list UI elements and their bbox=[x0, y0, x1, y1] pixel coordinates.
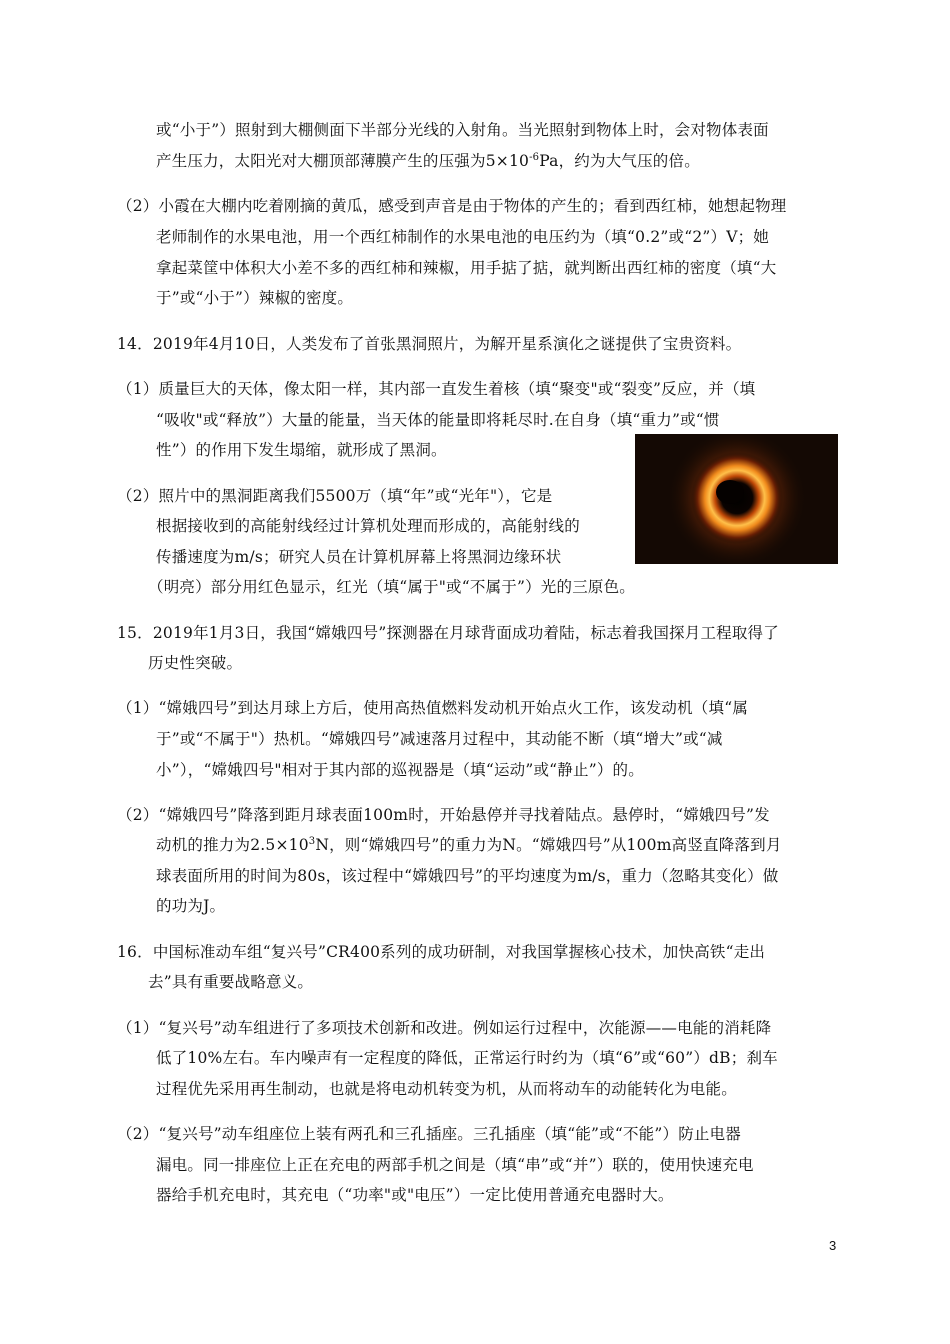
text-line: 性”）的作用下发生塌缩，就形成了黑洞。 bbox=[156, 441, 447, 459]
question-heading: 16．中国标准动车组“复兴号”CR400系列的成功研制，对我国掌握核心技术，加快高铁“走出 bbox=[117, 943, 766, 961]
superscript: -6 bbox=[529, 152, 540, 163]
page-number: 3 bbox=[829, 1238, 837, 1253]
text-line: 小”），“嫦娥四号"相对于其内部的巡视器是（填“运动”或“静止”）的。 bbox=[156, 761, 644, 779]
text-line: 或“小于”）照射到大棚侧面下半部分光线的入射角。当光照射到物体上时，会对物体表面 bbox=[156, 121, 769, 139]
text-line: 历史性突破。 bbox=[148, 654, 243, 672]
question-heading: 14．2019年4月10日，人类发布了首张黑洞照片，为解开星系演化之谜提供了宝贵资料。 bbox=[117, 335, 742, 353]
text-line: 过程优先采用再生制动，也就是将电动机转变为机，从而将动车的动能转化为电能。 bbox=[156, 1080, 737, 1098]
text-line: 漏电。同一排座位上正在充电的两部手机之间是（填“串”或“并”）联的，使用快速充电 bbox=[156, 1156, 754, 1174]
text-line: 器给手机充电时，其充电（“功率"或"电压”）一定比使用普通充电器时大。 bbox=[156, 1186, 674, 1204]
text-line: 传播速度为m/s；研究人员在计算机屏幕上将黑洞边缘环状 bbox=[156, 548, 562, 566]
text-line: 拿起菜筐中体积大小差不多的西红柿和辣椒，用手掂了掂，就判断出西红柿的密度（填“大 bbox=[156, 259, 777, 277]
text-line: （1）“嫦娥四号”到达月球上方后，使用高热值燃料发动机开始点火工作，该发动机（填“属 bbox=[117, 699, 749, 717]
black-hole-ring-graphic bbox=[635, 434, 838, 564]
text-line: 的功为J。 bbox=[156, 897, 226, 915]
text-line: （1）“复兴号”动车组进行了多项技术创新和改进。例如运行过程中，次能源——电能的消耗降 bbox=[117, 1019, 772, 1037]
text-line: （明亮）部分用红色显示，红光（填“属于"或“不属于”）光的三原色。 bbox=[148, 578, 636, 596]
text-line: 低了10%左右。车内噪声有一定程度的降低，正常运行时约为（填“6”或“60”）dB；刹车 bbox=[156, 1049, 778, 1067]
text-line: 球表面所用的时间为80s，该过程中“嫦娥四号”的平均速度为m/s，重力（忽略其变化）做 bbox=[156, 867, 779, 885]
text-line: （1）质量巨大的天体，像太阳一样，其内部一直发生着核（填“聚变"或“裂变”反应，并（填 bbox=[117, 380, 756, 398]
text-line: （2）照片中的黑洞距离我们5500万（填“年”或“光年"），它是 bbox=[117, 487, 553, 505]
text-line: 老师制作的水果电池，用一个西红柿制作的水果电池的电压约为（填“0.2”或“2”）V；她 bbox=[156, 228, 770, 246]
text-line: “吸收"或“释放”）大量的能量，当天体的能量即将耗尽时.在自身（填“重力”或“惯 bbox=[156, 411, 720, 429]
text-line: 去”具有重要战略意义。 bbox=[148, 973, 314, 991]
text-line: （2）“嫦娥四号”降落到距月球表面100m时，开始悬停并寻找着陆点。悬停时，“嫦娥四号”发 bbox=[117, 806, 770, 824]
text-line: 根据接收到的高能射线经过计算机处理而形成的，高能射线的 bbox=[156, 517, 580, 535]
text-line: 产生压力，太阳光对大棚顶部薄膜产生的压强为$5\times 10^{-6}Pa$，约为大气压的倍。 bbox=[156, 152, 700, 170]
text-line: 于”或“小于”）辣椒的密度。 bbox=[156, 289, 354, 307]
text-line: 动机的推力为$2.5\times 10^3N$，则“嫦娥四号”的重力为N。“嫦娥四号”从100m高竖直降落到月 bbox=[156, 836, 782, 854]
text-line: 于”或“不属于"）热机。“嫦娥四号”减速落月过程中，其动能不断（填“增大”或“减 bbox=[156, 730, 723, 748]
text-line: （2）“复兴号”动车组座位上装有两孔和三孔插座。三孔插座（填“能”或“不能”）防止电器 bbox=[117, 1125, 742, 1143]
superscript: 3 bbox=[308, 836, 316, 847]
black-hole-image bbox=[635, 434, 838, 564]
text-line: （2）小霞在大棚内吃着刚摘的黄瓜，感受到声音是由于物体的产生的；看到西红柿，她想起物理 bbox=[117, 197, 787, 215]
question-heading: 15．2019年1月3日，我国“嫦娥四号”探测器在月球背面成功着陆，标志着我国探月工程取得了 bbox=[117, 624, 779, 642]
